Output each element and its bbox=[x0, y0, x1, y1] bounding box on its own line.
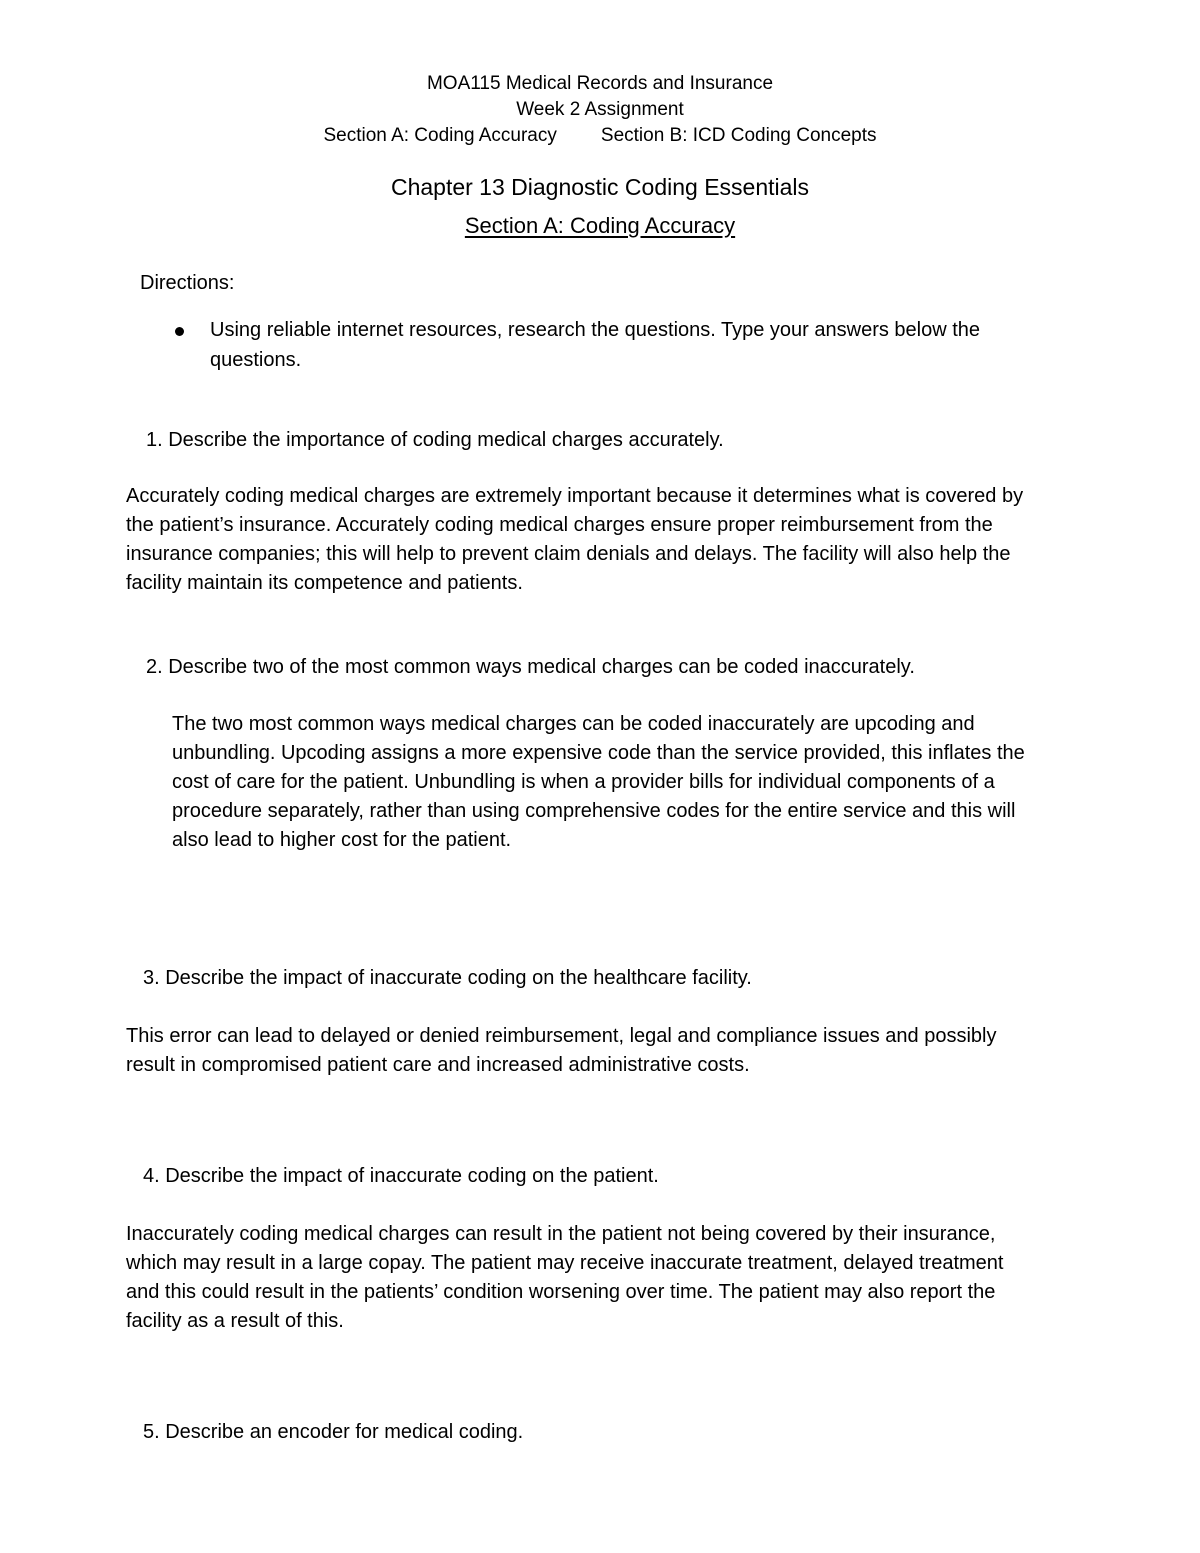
question-3: 3. Describe the impact of inaccurate coding on the healthcare facility. bbox=[143, 967, 752, 989]
answer-1: Accurately coding medical charges are extremely important because it determines what is covered by the patient’s insurance. Accurately coding medical charges ensure proper reimbursement from the insurance companies; this will help to prevent claim denials and delays. The facility will also help the facility maintain its competence and patients. bbox=[126, 485, 1024, 594]
section-title-text: Section A: Coding Accuracy bbox=[464, 213, 736, 238]
question-1: 1. Describe the importance of coding medical charges accurately. bbox=[146, 429, 724, 451]
header-sections bbox=[0, 123, 1200, 149]
bullet-icon bbox=[175, 327, 184, 336]
course-title: MOA115 Medical Records and Insurance bbox=[426, 73, 774, 94]
question-2: 2. Describe two of the most common ways medical charges can be coded inaccurately. bbox=[146, 656, 915, 678]
directions-bullet: Using reliable internet resources, research the questions. Type your answers below the questions. bbox=[210, 319, 981, 371]
week-title: Week 2 Assignment bbox=[516, 99, 684, 120]
header-section-a: Section A: Coding Accuracy bbox=[323, 125, 557, 146]
answer-3: This error can lead to delayed or denied reimbursement, legal and compliance issues and possibly result in compromised patient care and increased administrative costs. bbox=[126, 1025, 997, 1076]
answer-4: Inaccurately coding medical charges can result in the patient not being covered by their insurance, which may result in a large copay. The patient may receive inaccurate treatment, delayed treatment and this could result in the patients’ condition worsening over time. The patient may also report the facility as a result of this. bbox=[126, 1223, 1004, 1332]
answer-2: The two most common ways medical charges can be coded inaccurately are upcoding and unbundling. Upcoding assigns a more expensive code than the service provided, this inflates the cost of care for the patient. Unbundling is when a provider bills for individual components of a procedure separately, rather than using comprehensive codes for the entire service and this will also lead to higher cost for the patient. bbox=[172, 713, 1025, 851]
question-4: 4. Describe the impact of inaccurate coding on the patient. bbox=[143, 1165, 659, 1187]
chapter-title: Chapter 13 Diagnostic Coding Essentials bbox=[390, 174, 810, 200]
directions-label: Directions: bbox=[140, 272, 235, 294]
section-title bbox=[0, 211, 1200, 241]
header-section-b: Section B: ICD Coding Concepts bbox=[600, 125, 877, 146]
question-5: 5. Describe an encoder for medical coding. bbox=[143, 1421, 524, 1443]
